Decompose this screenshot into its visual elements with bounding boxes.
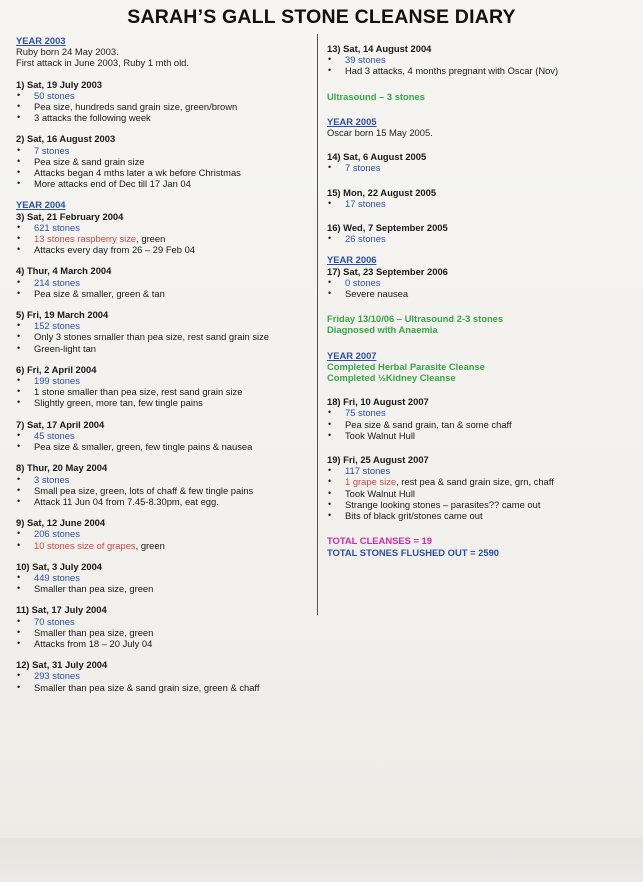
stone-count: 293: [34, 670, 50, 682]
list-item: [16, 233, 316, 244]
list-item: [16, 90, 316, 101]
highlight-text: 10 stones size of grapes: [34, 539, 136, 551]
stone-count: 50: [34, 89, 45, 101]
list-item: • Smaller than pea size & sand grain size, green & chaff: [16, 682, 316, 693]
stone-unit: stones: [39, 473, 70, 485]
list-item: • Pea size & sand grain size: [16, 156, 316, 167]
entry-12: [16, 659, 316, 693]
list-item: • Took Walnut Hull: [327, 488, 627, 499]
entry-heading: 10) Sat, 3 July 2004: [16, 560, 102, 572]
highlight-text: 13 stones raspberry size: [34, 233, 137, 245]
stone-unit: stones: [49, 571, 80, 583]
stone-unit: stones: [49, 528, 80, 540]
list-item: [16, 277, 316, 288]
stone-count: 45: [34, 429, 45, 441]
stone-count: 152: [34, 320, 50, 332]
list-item: • Attacks began 4 mths later a wk before Christmas: [16, 167, 316, 178]
list-item: • Slightly green, more tan, few tingle pains: [16, 397, 316, 408]
entry-1: [16, 79, 316, 124]
stone-count: 7: [345, 162, 351, 174]
year-heading-2005: YEAR 2005: [327, 115, 377, 127]
page-bottom-edge: [0, 838, 643, 882]
stone-unit: stones: [49, 670, 80, 682]
stone-unit: stones: [350, 162, 381, 174]
highlight-text: 1 grape size: [345, 476, 397, 488]
entry-14: [327, 151, 627, 173]
entry-heading: 1) Sat, 19 July 2003: [16, 78, 102, 90]
entry-19: [327, 454, 627, 521]
list-item: • Small pea size, green, lots of chaff & few tingle pains: [16, 485, 316, 496]
list-item: • More attacks end of Dec till 17 Jan 04: [16, 178, 316, 189]
list-item: [327, 162, 627, 173]
list-item: • Pea size & smaller, green, few tingle pains & nausea: [16, 441, 316, 452]
list-item: [327, 476, 627, 487]
page-title: SARAH’S GALL STONE CLEANSE DIARY: [127, 6, 516, 28]
stone-unit: stones: [44, 615, 75, 627]
entry-heading: 13) Sat, 14 August 2004: [327, 43, 432, 54]
entry-heading: 9) Sat, 12 June 2004: [16, 517, 106, 529]
stone-unit: stones: [355, 54, 386, 66]
list-item: [16, 616, 316, 627]
list-item: • Only 3 stones smaller than pea size, rest sand grain size: [16, 331, 316, 342]
stone-unit: stones: [350, 276, 381, 288]
list-item: [16, 572, 316, 583]
list-item: • 3 attacks the following week: [16, 112, 316, 123]
entry-heading: 11) Sat, 17 July 2004: [16, 604, 107, 616]
list-item: [327, 465, 627, 476]
ultrasound-note: Ultrasound – 3 stones: [327, 90, 425, 102]
stone-unit: stones: [355, 197, 386, 209]
list-item: [16, 474, 316, 485]
entry-heading: 18) Fri, 10 August 2007: [327, 396, 429, 408]
item-text: , green: [136, 233, 166, 245]
entry-4: [16, 265, 316, 299]
entry-heading: 15) Mon, 22 August 2005: [327, 186, 437, 198]
list-item: [16, 222, 316, 233]
entry-17: [327, 266, 627, 300]
entry-heading: 2) Sat, 16 August 2003: [16, 133, 116, 145]
entry-11: [16, 604, 316, 649]
stone-count: 206: [34, 528, 50, 540]
list-item: [16, 540, 316, 551]
list-item: [327, 54, 627, 65]
entry-15: [327, 187, 627, 209]
stone-count: 17: [345, 197, 356, 209]
entry-2: [16, 133, 316, 189]
entry-heading: 5) Fri, 19 March 2004: [16, 309, 109, 321]
entry-heading: 12) Sat, 31 July 2004: [16, 659, 108, 671]
stone-unit: stones: [49, 375, 80, 387]
item-text: , rest pea & sand grain size, grn, chaff: [396, 476, 554, 488]
column-divider: [317, 34, 318, 615]
list-item: • Attacks every day from 26 – 29 Feb 04: [16, 244, 316, 255]
entry-heading: 6) Fri, 2 April 2004: [16, 363, 97, 375]
stone-unit: stones: [355, 233, 386, 245]
stone-unit: stones: [49, 276, 80, 288]
stone-count: 621: [34, 221, 50, 233]
stone-count: 39: [345, 54, 356, 66]
list-item: [327, 277, 627, 288]
list-item: [327, 198, 627, 209]
stone-unit: stones: [44, 429, 75, 441]
stone-unit: stones: [44, 89, 75, 101]
list-item: [16, 528, 316, 539]
stone-count: 117: [345, 465, 360, 477]
entry-18: [327, 396, 627, 441]
birth-note: Oscar born 15 May 2005.: [327, 127, 433, 139]
stone-count: 214: [34, 276, 50, 288]
list-item: • Smaller than pea size, green: [16, 583, 316, 594]
stone-count: 449: [34, 571, 50, 583]
list-item: [16, 320, 316, 331]
list-item: • Strange looking stones – parasites?? came out: [327, 499, 627, 510]
year-heading-2007: YEAR 2007: [327, 349, 377, 361]
left-column: [16, 35, 316, 693]
entry-heading: 4) Thur, 4 March 2004: [16, 265, 112, 277]
entry-13: [327, 43, 627, 77]
stone-count: 7: [34, 144, 40, 156]
list-item: • Pea size & sand grain, tan & some chaff: [327, 419, 627, 430]
stone-count: 199: [34, 375, 50, 387]
year-heading-2003: YEAR 2003: [16, 35, 66, 46]
entry-16: [327, 222, 627, 244]
entry-10: [16, 561, 316, 595]
entry-6: [16, 364, 316, 409]
list-item: [327, 407, 627, 418]
entry-9: [16, 517, 316, 551]
entry-heading: 7) Sat, 17 April 2004: [16, 418, 105, 430]
list-item: • Pea size, hundreds sand grain size, green/brown: [16, 101, 316, 112]
stone-unit: stones: [355, 407, 386, 419]
list-item: [16, 670, 316, 681]
entry-heading: 17) Sat, 23 September 2006: [327, 265, 448, 277]
entry-5: [16, 309, 316, 354]
ultrasound-note: Friday 13/10/06 – Ultrasound 2-3 stones: [327, 313, 504, 325]
entry-heading: 8) Thur, 20 May 2004: [16, 462, 108, 474]
entry-heading: 3) Sat, 21 February 2004: [16, 210, 124, 222]
list-item: • 1 stone smaller than pea size, rest sand grain size: [16, 386, 316, 397]
list-item: [16, 430, 316, 441]
total-stones: TOTAL STONES FLUSHED OUT = 2590: [327, 546, 499, 558]
stone-unit: stones: [359, 465, 391, 477]
stone-unit: stones: [49, 320, 80, 332]
total-cleanses: TOTAL CLEANSES = 19: [327, 535, 432, 547]
entry-7: [16, 419, 316, 453]
stone-count: 26: [345, 233, 356, 245]
list-item: • Took Walnut Hull: [327, 430, 627, 441]
intro-line-2: First attack in June 2003, Ruby 1 mth old.: [16, 57, 190, 69]
year-heading-2006: YEAR 2006: [327, 254, 377, 266]
diagnosis-note: Diagnosed with Anaemia: [327, 324, 438, 336]
list-item: • Attack 11 Jun 04 from 7.45-8.30pm, eat egg.: [16, 496, 316, 507]
list-item: [327, 233, 627, 244]
cleanse-note: Completed ½Kidney Cleanse: [327, 372, 456, 384]
right-column: [327, 35, 627, 558]
list-item: • Bits of black grit/stones came out: [327, 510, 627, 521]
list-item: • Severe nausea: [327, 288, 627, 299]
stone-count: 75: [345, 407, 356, 419]
list-item: • Smaller than pea size, green: [16, 627, 316, 638]
stone-count: 0: [345, 276, 351, 288]
stone-unit: stones: [49, 221, 80, 233]
entry-heading: 19) Fri, 25 August 2007: [327, 454, 429, 466]
list-item: • Had 3 attacks, 4 months pregnant with Oscar (Nov): [327, 65, 627, 76]
entry-heading: 16) Wed, 7 September 2005: [327, 222, 448, 234]
intro-line-1: Ruby born 24 May 2003.: [16, 46, 119, 58]
entry-3: [16, 211, 316, 256]
stone-count: 70: [34, 615, 45, 627]
list-item: • Green-light tan: [16, 343, 316, 354]
stone-unit: stones: [39, 144, 70, 156]
cleanse-note: Completed Herbal Parasite Cleanse: [327, 360, 485, 372]
list-item: • Pea size & smaller, green & tan: [16, 288, 316, 299]
list-item: [16, 145, 316, 156]
entry-8: [16, 462, 316, 507]
item-text: , green: [135, 539, 165, 551]
entry-heading: 14) Sat, 6 August 2005: [327, 151, 427, 163]
list-item: [16, 375, 316, 386]
list-item: • Attacks from 18 – 20 July 04: [16, 638, 316, 649]
year-heading-2004: YEAR 2004: [16, 199, 66, 211]
stone-count: 3: [34, 473, 40, 485]
